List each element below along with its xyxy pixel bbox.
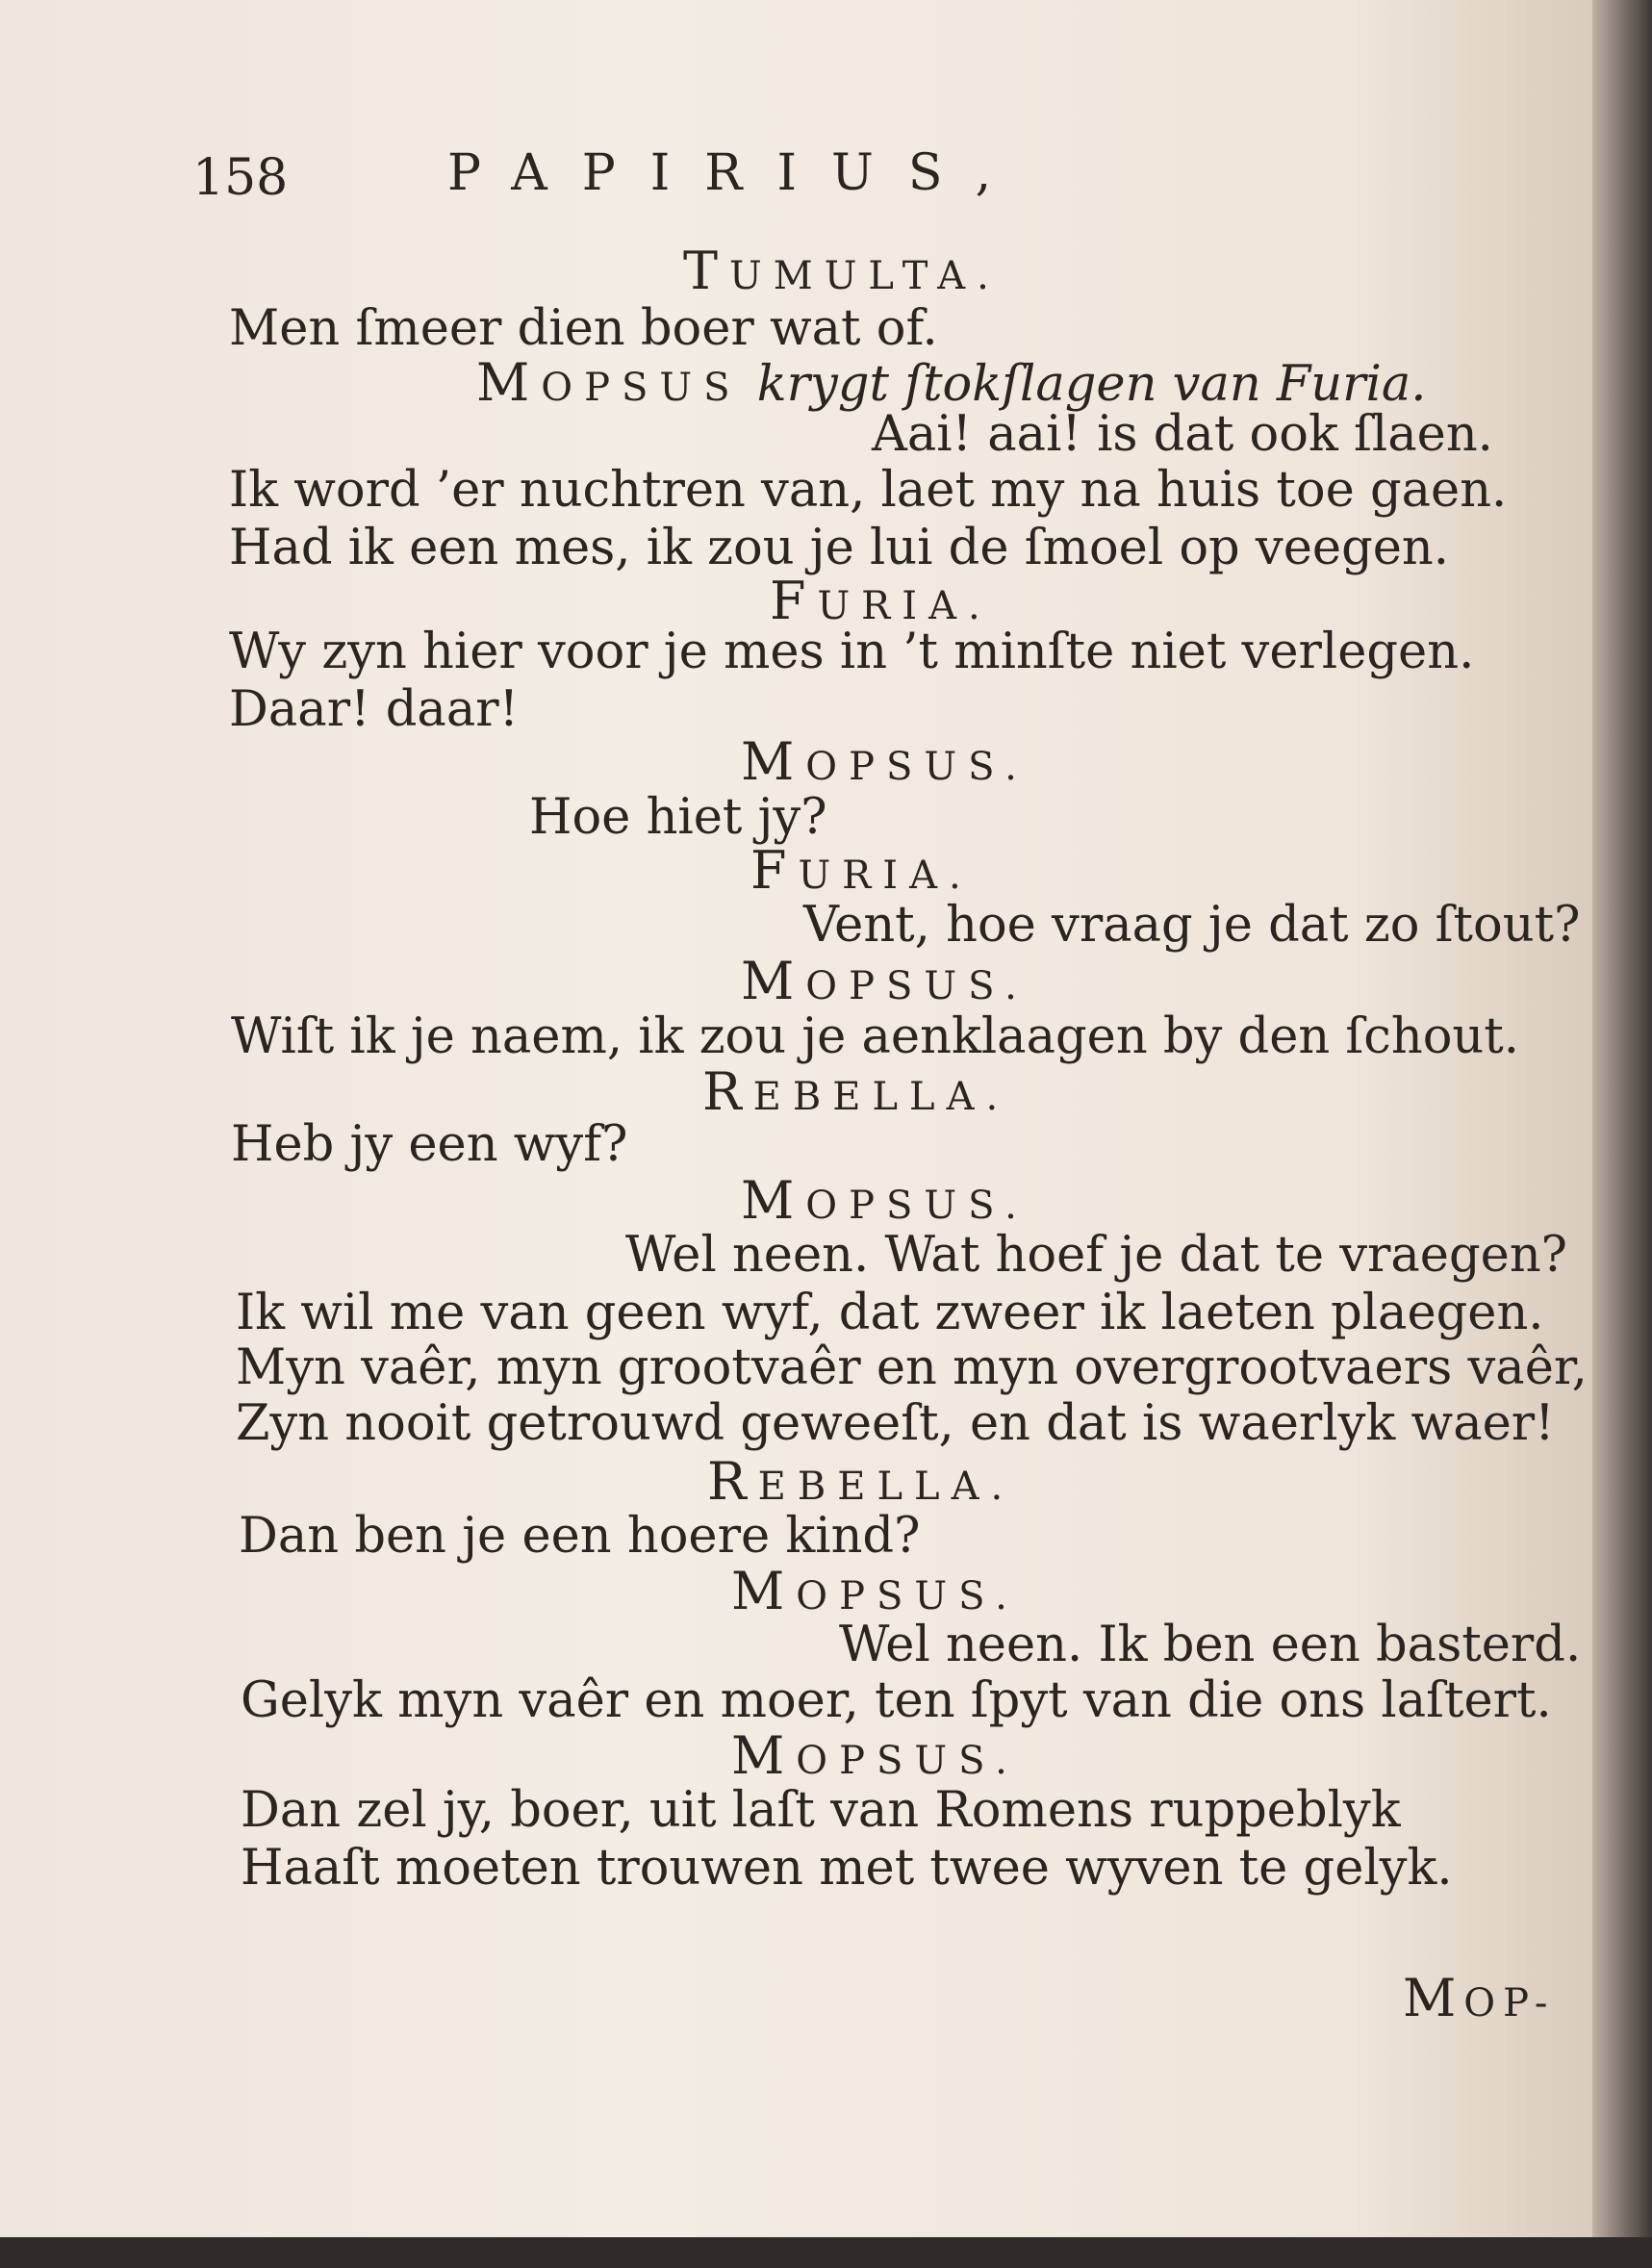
speaker-name: MOPSUS. bbox=[741, 1170, 1029, 1231]
verse-line: Dan zel jy, boer, uit laſt van Romens ruppeblyk bbox=[241, 1782, 1401, 1839]
speaker-name: MOPSUS. bbox=[731, 1725, 1019, 1786]
verse-line: Wy zyn hier voor je mes in ’t minſte niet verlegen. bbox=[229, 624, 1475, 680]
speaker-name: TUMULTA. bbox=[683, 241, 1001, 301]
verse-line: Dan ben je een hoere kind? bbox=[239, 1508, 921, 1565]
verse-line: Gelyk myn vaêr en moer, ten ſpyt van die ons laſtert. bbox=[241, 1672, 1552, 1729]
verse-line: Ik wil me van geen wyf, dat zweer ik laeten plaegen. bbox=[236, 1285, 1544, 1341]
verse-line: Zyn nooit getrouwd geweeſt, en dat is waerlyk waer! bbox=[236, 1395, 1555, 1452]
book-spine bbox=[1592, 0, 1652, 2268]
page-number: 158 bbox=[192, 149, 289, 207]
speaker-name: MOPSUS. bbox=[741, 951, 1029, 1011]
verse-line: Hoe hiet jy? bbox=[529, 789, 827, 846]
speaker-name: FURIA. bbox=[750, 840, 973, 901]
speaker-name: REBELLA. bbox=[707, 1451, 1015, 1512]
verse-line: Aai! aai! is dat ook ſlaen. bbox=[872, 406, 1493, 463]
verse-line: Wiſt ik je naem, ik zou je aenklaagen by den ſchout. bbox=[231, 1008, 1519, 1065]
verse-line: Ik word ’er nuchtren van, laet my na huis toe gaen. bbox=[229, 462, 1508, 519]
verse-line: Men ſmeer dien boer wat of. bbox=[229, 300, 938, 357]
background-edge bbox=[0, 2237, 1652, 2268]
verse-line: Had ik een mes, ik zou je lui de ſmoel op veegen. bbox=[229, 520, 1449, 576]
speaker-name: MOPSUS. bbox=[741, 731, 1029, 792]
verse-line: Daar! daar! bbox=[229, 681, 520, 738]
stage-speaker: MOPSUS bbox=[476, 352, 742, 413]
verse-line: Wel neen. Ik ben een basterd. bbox=[839, 1617, 1582, 1673]
stage-direction-text: krygt ſtokſlagen van Furia. bbox=[741, 356, 1427, 413]
running-title: PAPIRIUS, bbox=[447, 144, 1027, 202]
speaker-name: MOPSUS. bbox=[731, 1561, 1019, 1621]
verse-line: Vent, hoe vraag je dat zo ſtout? bbox=[803, 897, 1581, 954]
speaker-name: FURIA. bbox=[770, 571, 992, 631]
speaker-name: REBELLA. bbox=[702, 1061, 1010, 1122]
verse-line: Haaſt moeten trouwen met twee wyven te gelyk. bbox=[241, 1840, 1453, 1897]
catchword: MOP- bbox=[1403, 1968, 1556, 2028]
verse-line: Myn vaêr, myn grootvaêr en myn overgrootvaers vaêr, bbox=[236, 1339, 1588, 1396]
verse-line: Wel neen. Wat hoef je dat te vraegen? bbox=[625, 1227, 1568, 1284]
verse-line: Heb jy een wyf? bbox=[231, 1116, 628, 1173]
